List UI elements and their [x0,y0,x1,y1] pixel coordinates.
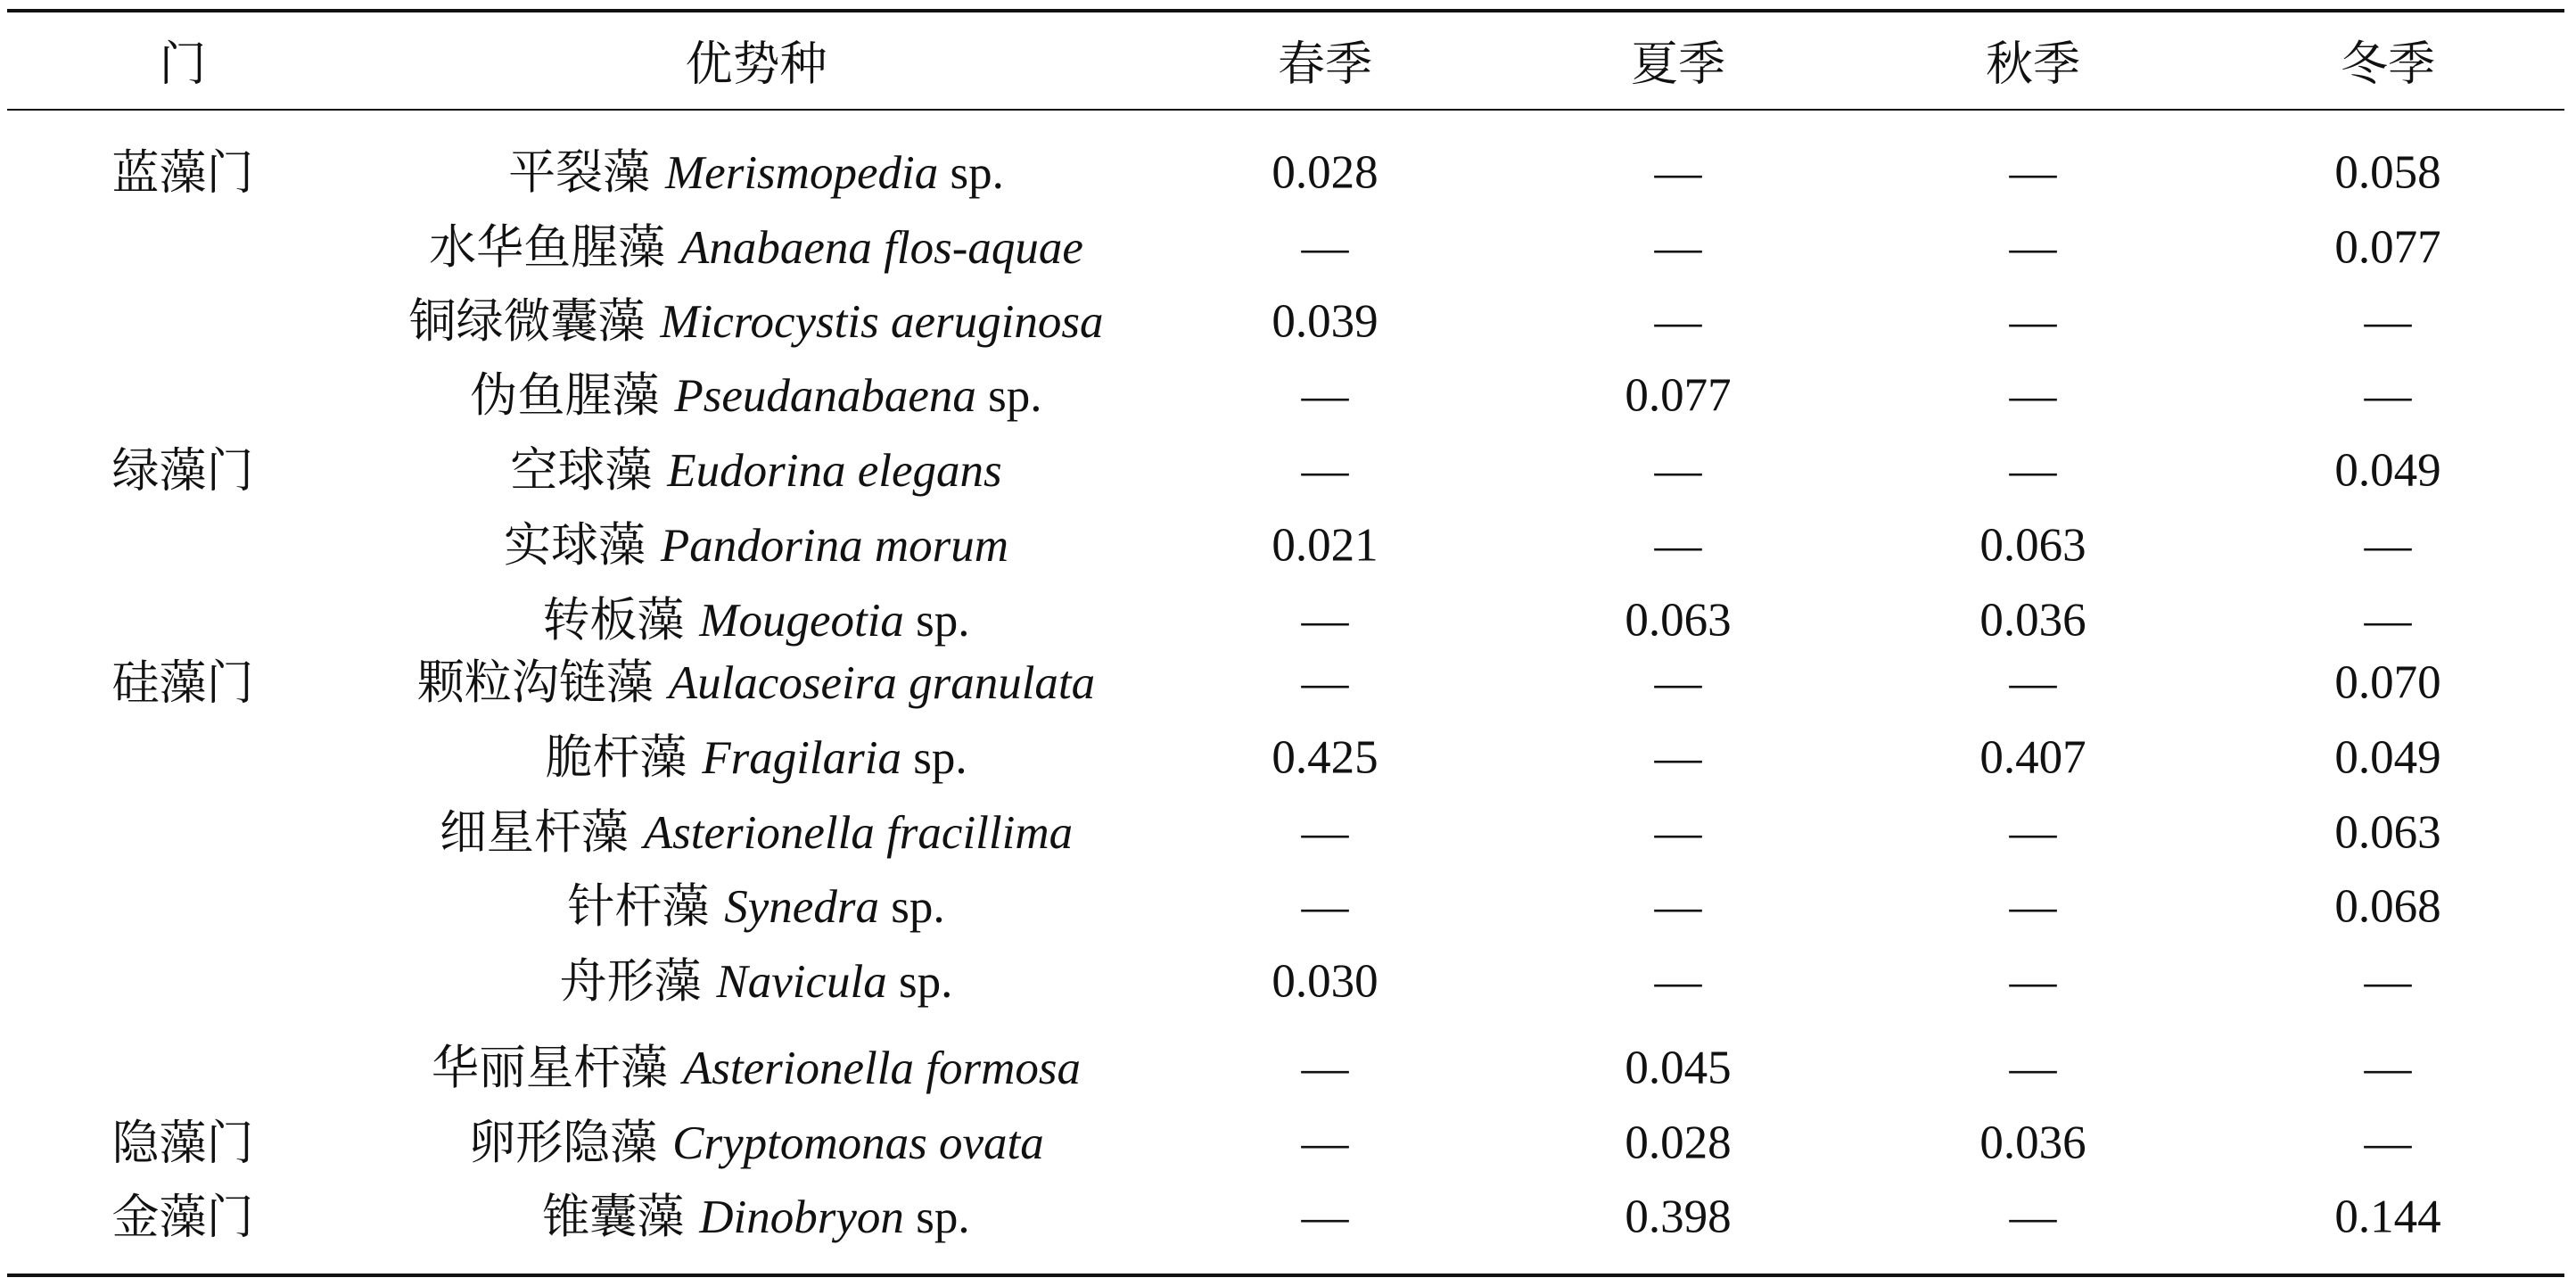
species-suffix: sp. [878,881,945,933]
winter-value: 0.058 [2334,146,2441,199]
phylum-cell: 蓝藻门 [111,145,254,201]
species-suffix: sp. [903,595,970,647]
species-cell [567,879,945,934]
header-phylum: 门 [159,37,207,92]
species-chinese-name: 针杆藻 [567,879,710,934]
phylum-cell: 绿藻门 [111,443,254,499]
species-cell [510,443,1002,498]
spring-value: — [1301,221,1349,274]
winter-value: 0.144 [2334,1191,2441,1243]
species-cell [416,655,1096,710]
species-latin-name: Asterionella formosa [682,1043,1081,1094]
spring-value: — [1301,444,1349,497]
winter-value: 0.070 [2334,656,2441,709]
bottom-rule [7,1274,2564,1277]
spring-value: — [1301,594,1349,647]
winter-value: — [2364,369,2412,422]
species-chinese-name: 水华鱼腥藻 [429,220,666,275]
spring-value: 0.028 [1272,146,1379,199]
species-latin-name: Synedra [724,881,879,933]
winter-value: — [2364,519,2412,572]
species-cell [439,805,1074,860]
spring-value: — [1301,806,1349,859]
summer-value: 0.028 [1625,1117,1732,1169]
spring-value: 0.039 [1272,295,1379,348]
dominant-species-table [7,9,2564,1277]
species-chinese-name: 华丽星杆藻 [432,1041,669,1095]
species-latin-name: Fragilaria [702,732,902,784]
species-latin-name: Navicula [716,956,887,1008]
autumn-value: — [2009,444,2057,497]
species-suffix: sp. [886,956,953,1008]
header-rule [7,109,2564,111]
summer-value: — [1654,731,1702,784]
autumn-value: — [2009,295,2057,348]
winter-value: — [2364,1042,2412,1094]
species-cell [542,593,970,647]
species-cell [429,220,1083,275]
species-latin-name: Pandorina morum [660,520,1009,572]
species-chinese-name: 转板藻 [542,593,685,647]
species-latin-name: Anabaena flos-aquae [679,222,1083,274]
species-chinese-name: 颗粒沟链藻 [416,655,654,710]
autumn-value: — [2009,1042,2057,1094]
autumn-value: — [2009,221,2057,274]
summer-value: — [1654,880,1702,933]
header-autumn: 秋季 [1986,37,2080,92]
top-rule [7,9,2564,12]
species-suffix: sp. [938,147,1004,199]
winter-value: 0.068 [2334,880,2441,933]
autumn-value: — [2009,656,2057,709]
phylum-cell: 隐藻门 [111,1116,254,1171]
spring-value: 0.021 [1272,519,1379,572]
phylum-cell: 硅藻门 [111,655,254,711]
species-latin-name: Pseudanabaena [674,370,976,422]
spring-value: — [1301,1117,1349,1169]
header-summer: 夏季 [1631,37,1725,92]
species-latin-name: Asterionella fracillima [643,807,1074,859]
header-spring: 春季 [1278,37,1372,92]
winter-value: — [2364,295,2412,348]
species-chinese-name: 实球藻 [503,518,646,573]
species-chinese-name: 铜绿微囊藻 [408,294,646,349]
summer-value: — [1654,955,1702,1008]
summer-value: 0.398 [1625,1191,1732,1243]
phylum-cell: 金藻门 [111,1190,254,1245]
autumn-value: — [2009,955,2057,1008]
species-latin-name: Dinobryon [699,1191,904,1243]
species-chinese-name: 脆杆藻 [545,730,687,785]
summer-value: — [1654,146,1702,199]
winter-value: 0.063 [2334,806,2441,859]
spring-value: — [1301,1042,1349,1094]
species-chinese-name: 平裂藻 [508,145,651,200]
winter-value: 0.049 [2334,444,2441,497]
autumn-value: 0.036 [1979,594,2086,647]
autumn-value: — [2009,806,2057,859]
species-cell [503,518,1009,573]
autumn-value: 0.407 [1979,731,2086,784]
species-latin-name: Cryptomonas ovata [672,1117,1044,1169]
species-chinese-name: 伪鱼腥藻 [470,368,660,423]
spring-value: — [1301,1191,1349,1243]
autumn-value: — [2009,880,2057,933]
spring-value: — [1301,656,1349,709]
species-latin-name: Microcystis aeruginosa [660,296,1104,348]
summer-value: — [1654,444,1702,497]
autumn-value: 0.063 [1979,519,2086,572]
spring-value: — [1301,369,1349,422]
species-chinese-name: 空球藻 [510,443,653,498]
spring-value: 0.030 [1272,955,1379,1008]
winter-value: 0.049 [2334,731,2441,784]
species-latin-name: Eudorina elegans [667,445,1002,497]
header-winter: 冬季 [2341,37,2435,92]
header-dominant-species: 优势种 [685,37,827,92]
species-latin-name: Merismopedia [665,147,939,199]
species-suffix: sp. [975,370,1042,422]
species-cell [559,954,953,1009]
winter-value: 0.077 [2334,221,2441,274]
summer-value: 0.063 [1625,594,1732,647]
autumn-value: — [2009,146,2057,199]
winter-value: — [2364,1117,2412,1169]
spring-value: 0.425 [1272,731,1379,784]
winter-value: — [2364,594,2412,647]
species-chinese-name: 卵形隐藻 [468,1116,658,1170]
species-suffix: sp. [901,732,967,784]
winter-value: — [2364,955,2412,1008]
summer-value: — [1654,221,1702,274]
species-cell [508,145,1004,200]
species-cell [470,368,1042,423]
species-cell [432,1041,1081,1095]
spring-value: — [1301,880,1349,933]
species-cell [468,1116,1044,1170]
autumn-value: — [2009,369,2057,422]
summer-value: — [1654,656,1702,709]
summer-value: 0.045 [1625,1042,1732,1094]
species-cell [545,730,967,785]
species-chinese-name: 细星杆藻 [439,805,629,860]
summer-value: — [1654,519,1702,572]
summer-value: — [1654,295,1702,348]
summer-value: 0.077 [1625,369,1732,422]
autumn-value: — [2009,1191,2057,1243]
summer-value: — [1654,806,1702,859]
species-suffix: sp. [903,1191,970,1243]
species-chinese-name: 舟形藻 [559,954,702,1009]
autumn-value: 0.036 [1979,1117,2086,1169]
species-latin-name: Aulacoseira granulata [668,657,1096,709]
species-cell [542,1190,970,1244]
species-latin-name: Mougeotia [699,595,904,647]
species-cell [408,294,1104,349]
species-chinese-name: 锥囊藻 [542,1190,685,1244]
